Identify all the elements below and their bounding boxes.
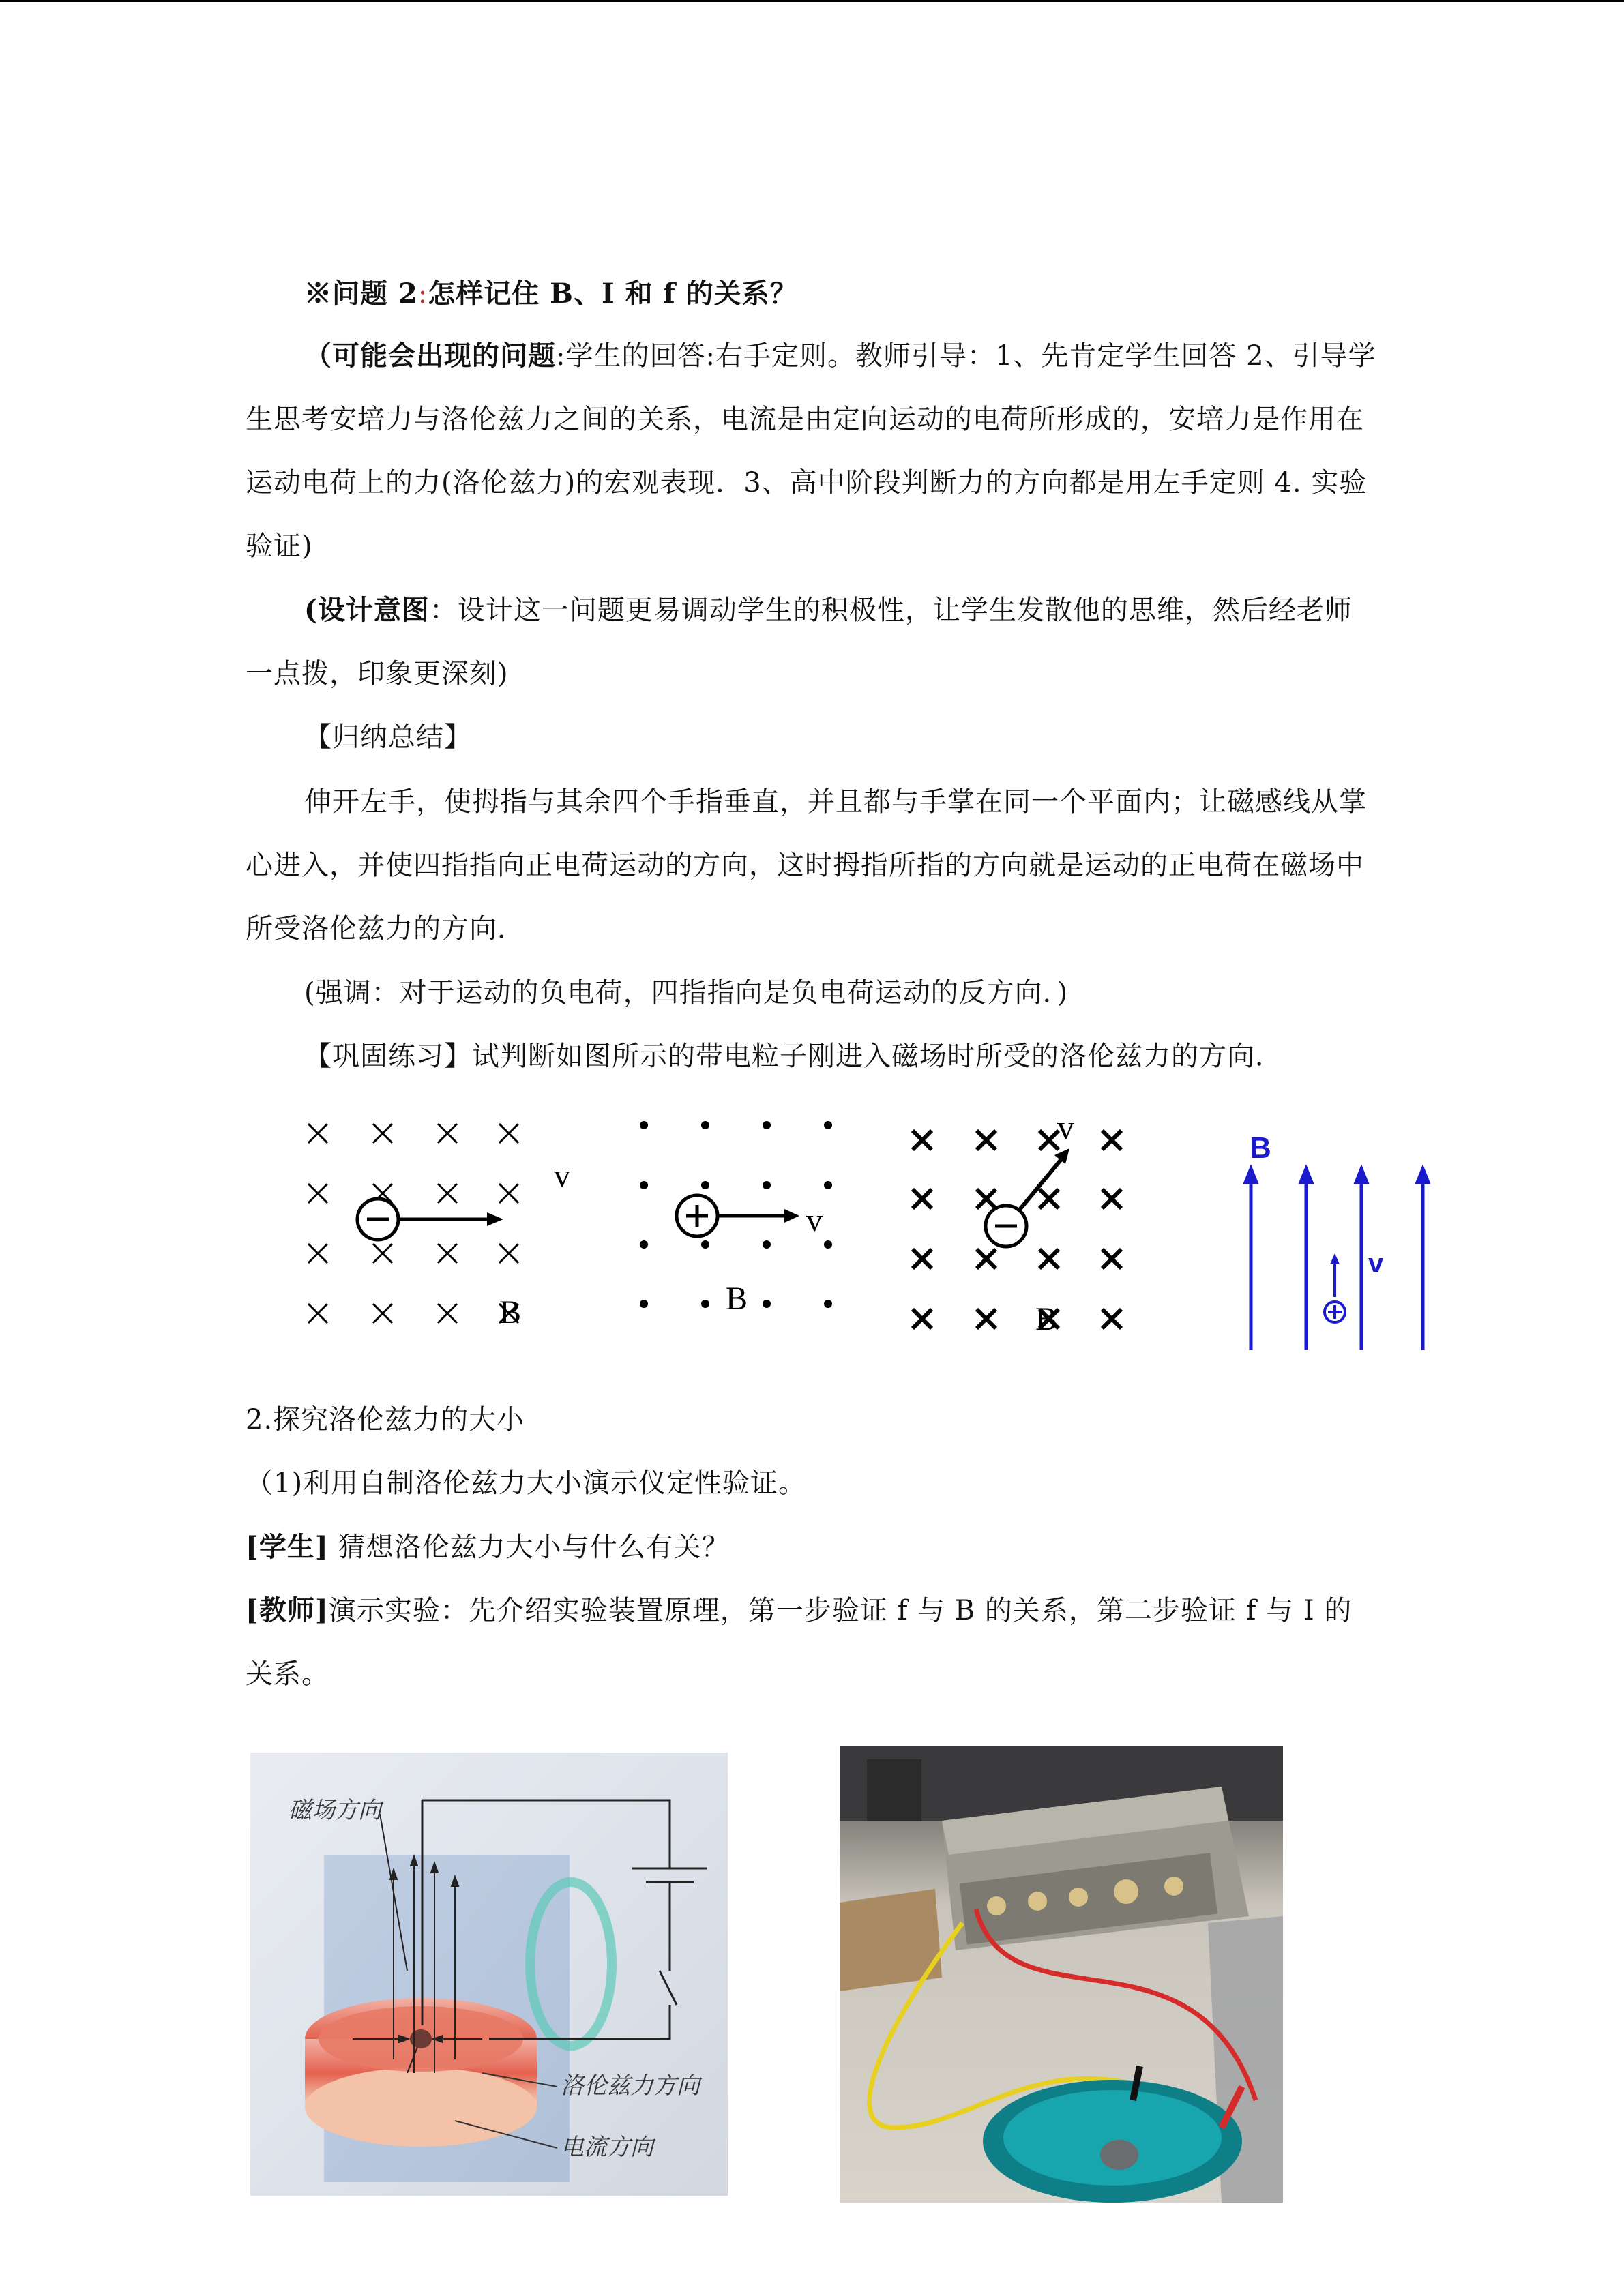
design-intent-text: ：设计这一问题更易调动学生的积极性，让学生发散他的思维，然后经老师一点拨，印象更深刻) — [246, 595, 1353, 689]
device-real-photo — [840, 1746, 1283, 2203]
field-label: B — [1035, 1301, 1058, 1337]
design-intent-paragraph — [246, 578, 1378, 706]
possible-problems-text: :学生的回答:右手定则。教师引导：1、先肯定学生回答 2、引导学生思考安培力与洛伦兹力之间的关系，电流是由定向运动的电荷所形成的，安培力是作用在运动电荷上的力(洛伦兹力)的宏观表现．3、高中阶段判断力的方向都是用左手定则 4. 实验验证) — [246, 340, 1376, 562]
question-2 — [246, 262, 1378, 326]
velocity-label: v — [1057, 1108, 1074, 1146]
device-schematic-photo — [250, 1753, 728, 2196]
student-line — [246, 1515, 1378, 1579]
summary-heading: 【归纳总结】 — [304, 721, 472, 753]
teacher-label: [教师] — [246, 1594, 329, 1626]
velocity-label: v — [1368, 1249, 1384, 1279]
label-current-direction: 电流方向 — [561, 2135, 653, 2160]
possible-problems-label: （可能会出现的问题 — [304, 340, 556, 372]
student-text: 猜想洛伦兹力大小与什么有关？ — [328, 1532, 730, 1563]
figure-2-positive-charge-out-of-page — [628, 1105, 853, 1323]
figure-4-positive-charge-parallel-field — [1228, 1118, 1439, 1357]
figure-1-negative-charge-into-page — [286, 1098, 587, 1343]
velocity-label: v — [806, 1202, 823, 1238]
page-top-border — [0, 0, 1624, 2]
question-2-prefix: ※问题 2 — [304, 278, 418, 310]
design-intent-label: (设计意图 — [304, 594, 430, 626]
question-2-text: 怎样记住 B、I 和 f 的关系？ — [428, 278, 798, 310]
figure-3-negative-charge-oblique — [894, 1098, 1139, 1343]
field-label: B — [726, 1281, 748, 1317]
label-field-direction: 磁场方向 — [289, 1798, 381, 1823]
field-label: B — [499, 1294, 522, 1330]
section-2-heading: 2.探究洛伦兹力的大小 — [246, 1404, 525, 1435]
teacher-text: 演示实验：先介绍实验装置原理，第一步验证 f 与 B 的关系，第二步验证 f 与 I 的关系。 — [246, 1595, 1353, 1690]
question-2-colon: : — [417, 278, 428, 310]
emphasis-note: (强调：对于运动的负电荷，四指指向是负电荷运动的反方向．) — [304, 977, 1069, 1009]
cross-field-marks — [308, 1124, 518, 1323]
practice-heading: 【巩固练习】试判断如图所示的带电粒子刚进入磁场时所受的洛伦兹力的方向． — [304, 1041, 1283, 1072]
student-label: [学生] — [246, 1531, 329, 1563]
field-label: B — [1250, 1131, 1271, 1165]
label-force-direction: 洛伦兹力方向 — [561, 2074, 700, 2099]
teacher-line — [246, 1579, 1378, 1706]
possible-problems-paragraph — [246, 324, 1378, 578]
left-hand-rule-text: 伸开左手，使拇指与其余四个手指垂直，并且都与手掌在同一个平面内；让磁感线从掌心进入，并使四指指向正电荷运动的方向，这时拇指所指的方向就是运动的正电荷在磁场中所受洛伦兹力的方向． — [246, 786, 1367, 944]
velocity-label: v — [554, 1158, 570, 1194]
item-1-text: （1)利用自制洛伦兹力大小演示仪定性验证。 — [246, 1467, 807, 1499]
